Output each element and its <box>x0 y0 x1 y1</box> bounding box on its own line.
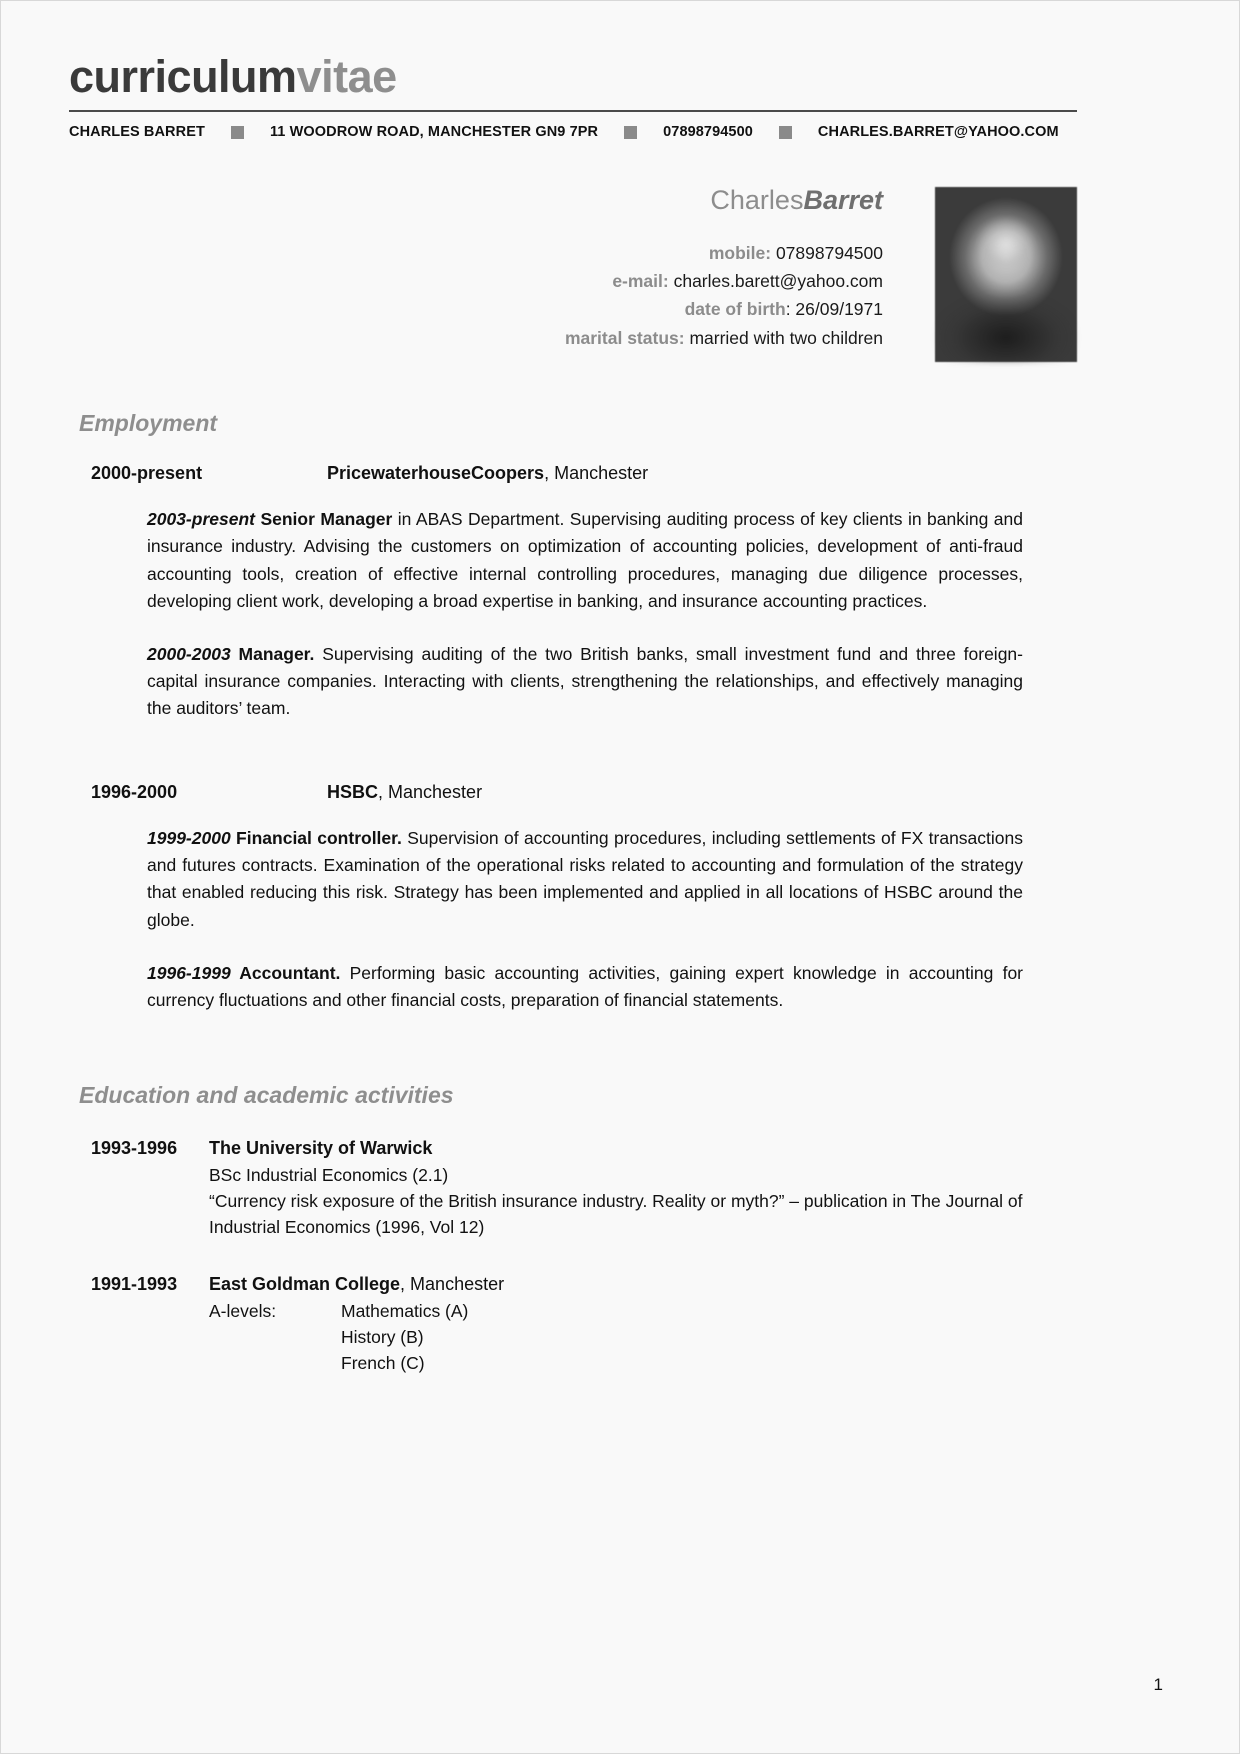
education-section <box>69 1082 1077 1377</box>
detail-email <box>565 267 883 295</box>
role-title: Senior Manager <box>260 509 393 530</box>
person-name <box>565 184 883 216</box>
role-period: 1999-2000 <box>147 828 231 849</box>
role-description: Supervision of accounting procedures, including settlements of FX transactions and futures contracts. Examination of the operational risks related to accounting and formulation of the strategy that enabled reducing this risk. Strategy has been implemented and applied in all locations of HSBC around the globe. <box>147 828 1023 930</box>
job-header <box>69 782 1077 803</box>
education-body <box>209 1135 1077 1241</box>
role-description: Supervising auditing of the two British banks, small investment fund and three foreign-capital insurance companies. Interacting with clients, strengthening the relationships, and effectively managing the auditors’ team. <box>147 643 1023 718</box>
masthead <box>69 1 1077 140</box>
detail-marital-value: married with two children <box>689 327 883 348</box>
contact-name: CHARLES BARRET <box>69 124 205 141</box>
education-institution-name: East Goldman College <box>209 1273 401 1294</box>
contact-email: CHARLES.BARRET@YAHOO.COM <box>817 124 1059 141</box>
contact-bar <box>69 112 1077 140</box>
document-title-secondary: vitae <box>296 51 397 102</box>
identity-details <box>565 184 883 352</box>
job-role-paragraph <box>147 825 1023 934</box>
education-heading: Education and academic activities <box>79 1081 454 1108</box>
job-role-paragraph <box>147 960 1023 1014</box>
education-institution: The University of Warwick <box>209 1137 433 1158</box>
role-period: 2003-present <box>147 509 255 530</box>
alevels-label: A-levels: <box>209 1300 277 1321</box>
role-period: 2000-2003 <box>147 643 231 664</box>
alevels-row <box>209 1324 1077 1350</box>
alevels-label-spacer <box>209 1324 341 1350</box>
education-entry <box>69 1135 1077 1241</box>
portrait-photo <box>935 187 1077 362</box>
contact-address: 11 WOODROW ROAD, MANCHESTER GN9 7PR <box>269 124 599 141</box>
job-years: 2000-present <box>91 463 203 484</box>
document-title <box>69 53 1077 100</box>
alevel-subject: French (C) <box>341 1353 425 1374</box>
page-number: 1 <box>1153 1675 1163 1694</box>
job-role-paragraph <box>147 641 1023 722</box>
job-header <box>69 463 1077 484</box>
person-given-name: Charles <box>710 185 804 216</box>
employment-section <box>69 410 1077 1014</box>
document-title-primary: curriculum <box>69 51 297 102</box>
alevels-row <box>209 1298 1077 1324</box>
detail-mobile-value: 07898794500 <box>775 242 883 263</box>
employment-heading: Employment <box>79 410 218 437</box>
education-entry <box>69 1271 1077 1377</box>
section-spacer <box>69 748 1077 782</box>
detail-dob-value: : 26/09/1971 <box>785 299 883 320</box>
detail-mobile-label: mobile: <box>708 242 772 263</box>
detail-dob <box>565 295 883 323</box>
detail-marital-label: marital status: <box>564 327 685 348</box>
alevel-subject: History (B) <box>341 1326 424 1347</box>
role-title: Financial controller. <box>230 828 402 849</box>
education-line: “Currency risk exposure of the British insurance industry. Reality or myth?” – publication in The Journal of Industrial Economics (1996, Vol 12) <box>209 1191 1023 1238</box>
square-separator-icon <box>779 126 792 139</box>
alevels-row <box>209 1350 1077 1376</box>
alevels-label-spacer <box>209 1350 341 1376</box>
detail-email-label: e-mail: <box>612 270 669 291</box>
job-years: 1996-2000 <box>91 782 178 803</box>
detail-mobile <box>565 239 883 267</box>
education-years: 1991-1993 <box>91 1273 178 1294</box>
alevel-subject: Mathematics (A) <box>341 1300 469 1321</box>
education-line: BSc Industrial Economics (2.1) <box>209 1164 449 1185</box>
job-employer: HSBC <box>327 782 379 803</box>
education-years: 1993-1996 <box>91 1137 178 1158</box>
square-separator-icon <box>231 126 244 139</box>
job-employer: PricewaterhouseCoopers <box>327 463 545 484</box>
education-institution-city: , Manchester <box>400 1273 505 1294</box>
role-description: Performing basic accounting activities, gaining expert knowledge in accounting for currency fluctuations and other financial costs, preparation of financial statements. <box>147 962 1024 1010</box>
role-title: Manager. <box>230 643 315 664</box>
education-body <box>209 1271 1077 1377</box>
contact-phone: 07898794500 <box>663 124 753 141</box>
identity-block <box>69 184 1077 374</box>
detail-email-value: charles.barett@yahoo.com <box>673 270 883 291</box>
role-title: Accountant. <box>230 962 341 983</box>
role-period: 1996-1999 <box>147 962 231 983</box>
role-description: in ABAS Department. Supervising auditing process of key clients in banking and insurance industry. Advising the customers on optimization of accounting policies, development of anti-fraud accounting tools, creation of effective internal controlling procedures, managing due diligence processes, developing client work, developing a broad expertise in banking, and insurance accounting practices. <box>147 509 1023 611</box>
job-role-paragraph <box>147 506 1023 615</box>
square-separator-icon <box>624 126 637 139</box>
person-family-name: Barret <box>803 185 883 216</box>
job-city: , Manchester <box>544 463 649 484</box>
detail-marital <box>565 324 883 352</box>
page-content <box>69 1 1077 1406</box>
detail-dob-label: date of birth <box>684 299 786 320</box>
education-institution <box>209 1274 504 1294</box>
job-city: , Manchester <box>378 782 483 803</box>
